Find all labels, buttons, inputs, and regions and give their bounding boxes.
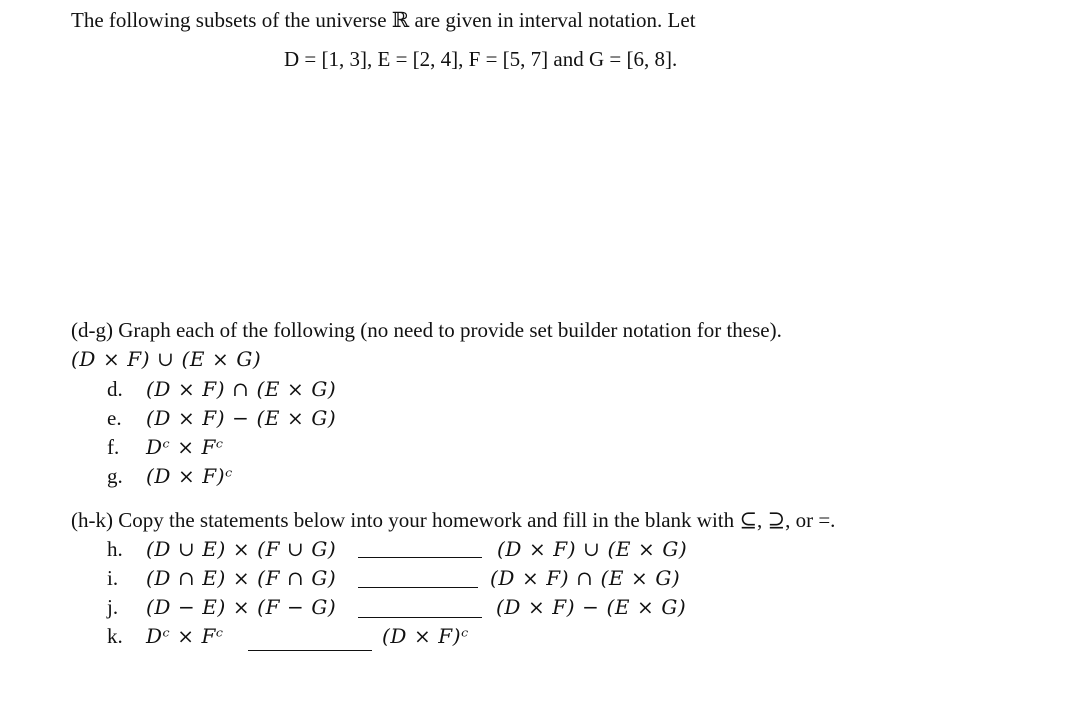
item-j-label: j.	[107, 595, 119, 619]
item-i-right-expr: (D × F) ∩ (E × G)	[490, 566, 681, 590]
part-dg-heading: (d-g) Graph each of the following (no need to provide set builder notation for these).	[71, 318, 782, 342]
item-h-label: h.	[107, 537, 123, 561]
item-g-expr: (D × F)ᶜ	[146, 464, 233, 488]
item-e-label: e.	[107, 406, 122, 430]
item-i-blank[interactable]	[358, 587, 478, 588]
item-k-blank[interactable]	[248, 650, 372, 651]
item-h-left-expr: (D ∪ E) × (F ∪ G)	[146, 537, 337, 561]
item-j-blank[interactable]	[358, 617, 482, 618]
intro-text: The following subsets of the universe ℝ are given in interval notation. Let	[71, 8, 696, 32]
item-e-expr: (D × F) − (E × G)	[146, 406, 337, 430]
item-j-right-expr: (D × F) − (E × G)	[496, 595, 687, 619]
item-h-blank[interactable]	[358, 557, 482, 558]
item-k-left-expr: Dᶜ × Fᶜ	[146, 624, 224, 648]
item-i-label: i.	[107, 566, 119, 590]
set-definitions: D = [1, 3], E = [2, 4], F = [5, 7] and G = [6, 8].	[284, 47, 678, 71]
item-k-right-expr: (D × F)ᶜ	[382, 624, 469, 648]
item-g-label: g.	[107, 464, 123, 488]
item-i-left-expr: (D ∩ E) × (F ∩ G)	[146, 566, 337, 590]
item-d-label: d.	[107, 377, 123, 401]
item-f-expr: Dᶜ × Fᶜ	[146, 435, 224, 459]
part-hk-heading: (h-k) Copy the statements below into your homework and fill in the blank with ⊆, ⊇, or =.	[71, 508, 836, 532]
item-k-label: k.	[107, 624, 123, 648]
item-d-expr: (D × F) ∩ (E × G)	[146, 377, 337, 401]
item-h-right-expr: (D × F) ∪ (E × G)	[497, 537, 688, 561]
item-j-left-expr: (D − E) × (F − G)	[146, 595, 337, 619]
item-f-label: f.	[107, 435, 120, 459]
union-of-products-expr: (D × F) ∪ (E × G)	[71, 347, 262, 371]
